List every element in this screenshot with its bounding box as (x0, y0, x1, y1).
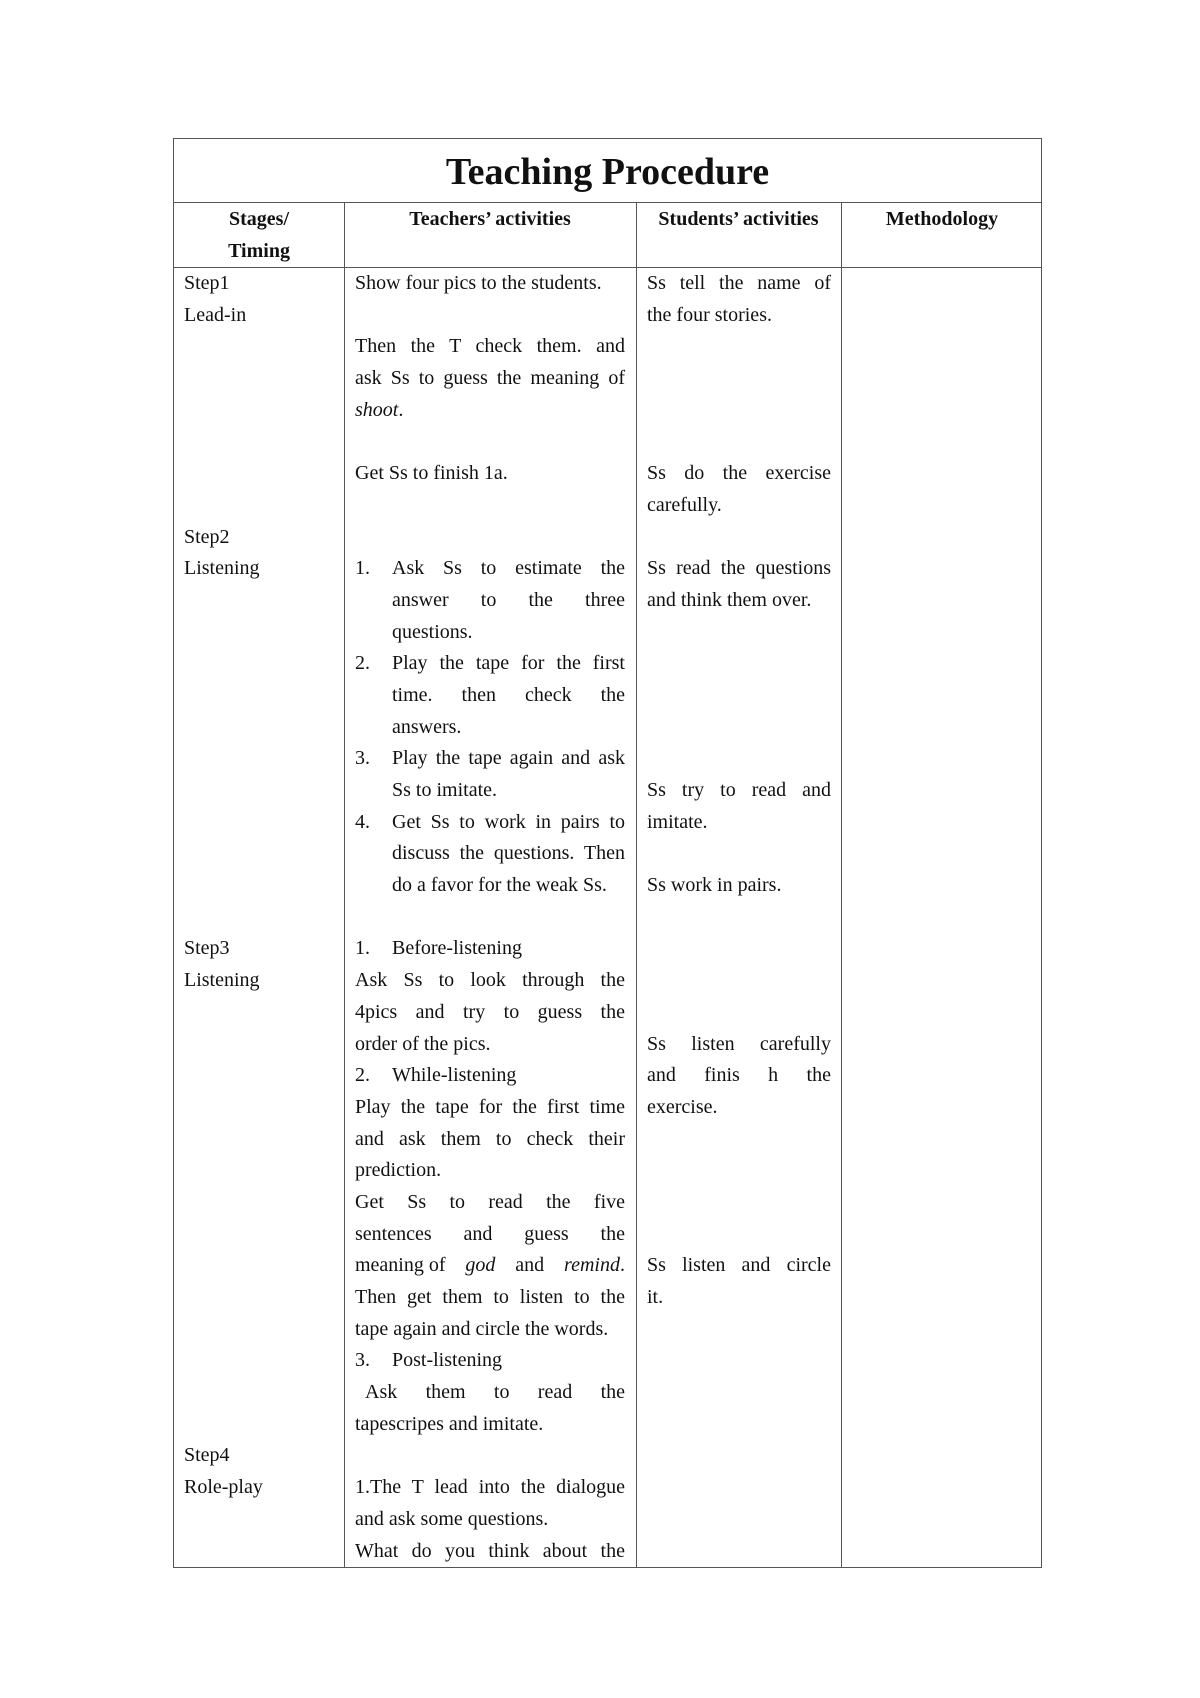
step4-name: Role-play (184, 1476, 263, 1499)
list-item: 1. Before-listening (355, 937, 522, 960)
list-item: 1. Ask Ss to estimate the (355, 557, 625, 580)
step2-name: Listening (184, 557, 260, 580)
header-teachers-activities: Teachers’ activities (409, 208, 571, 230)
step3-name: Listening (184, 969, 260, 992)
step2-label: Step2 (184, 525, 230, 548)
list-item: 2. Play the tape for the first (355, 652, 625, 675)
table-title: Teaching Procedure (174, 139, 1041, 203)
header-methodology: Methodology (885, 208, 999, 230)
list-item: 4. Get Ss to work in pairs to (355, 810, 625, 833)
list-item: 3. Play the tape again and ask (355, 747, 625, 770)
step4-label: Step4 (184, 1444, 230, 1467)
teaching-procedure-table (173, 138, 1042, 1568)
stages-column (184, 268, 334, 1504)
list-item: 3. Post-listening (355, 1349, 503, 1372)
header-stages-timing: Stages/ Timing (228, 208, 290, 262)
column-divider (636, 203, 637, 1567)
step3-label: Step3 (184, 937, 230, 960)
column-divider (344, 203, 345, 1567)
students-activities-column: Ss tell the name of the four stories. Ss do the exercise carefully. Ss read the questions and think them over. Ss try to read and imitate. Ss work in pairs. Ss listen carefully and finis h the exercise. Ss listen and circle it. (647, 272, 831, 1308)
list-item: 2. While-listening (355, 1064, 517, 1087)
step1-name: Lead-in (184, 303, 247, 326)
teachers-activities-column: Show four pics to the students. Then the T check them. and ask Ss to guess the meaning of shoot. Get Ss to finish 1a. 1. Ask Ss to estimate the answer to the three questions. 2. Play the tape for the first time. then check the answers. 3. Play the tape again and ask Ss to imitate. 4. Get Ss to work in pairs to discuss the questions. Then do a favor for the weak Ss. 1. Before-listening Ask Ss to look through the 4pics and try to guess the order of the pics. 2. While-listening Play the tape for the first time and ask them to check their prediction. Get Ss to read the five sentences and guess the meaning of god and remind. Then get them to listen to the tape again and circle the words. 3. Post-listening Ask them to read the tapescripes and imitate. 1.The T lead into the dialogue and ask some questions. What do you think about the (355, 272, 625, 1562)
step1-label: Step1 (184, 272, 230, 294)
column-divider (841, 203, 842, 1567)
header-students-activities: Students’ activities (658, 208, 819, 230)
